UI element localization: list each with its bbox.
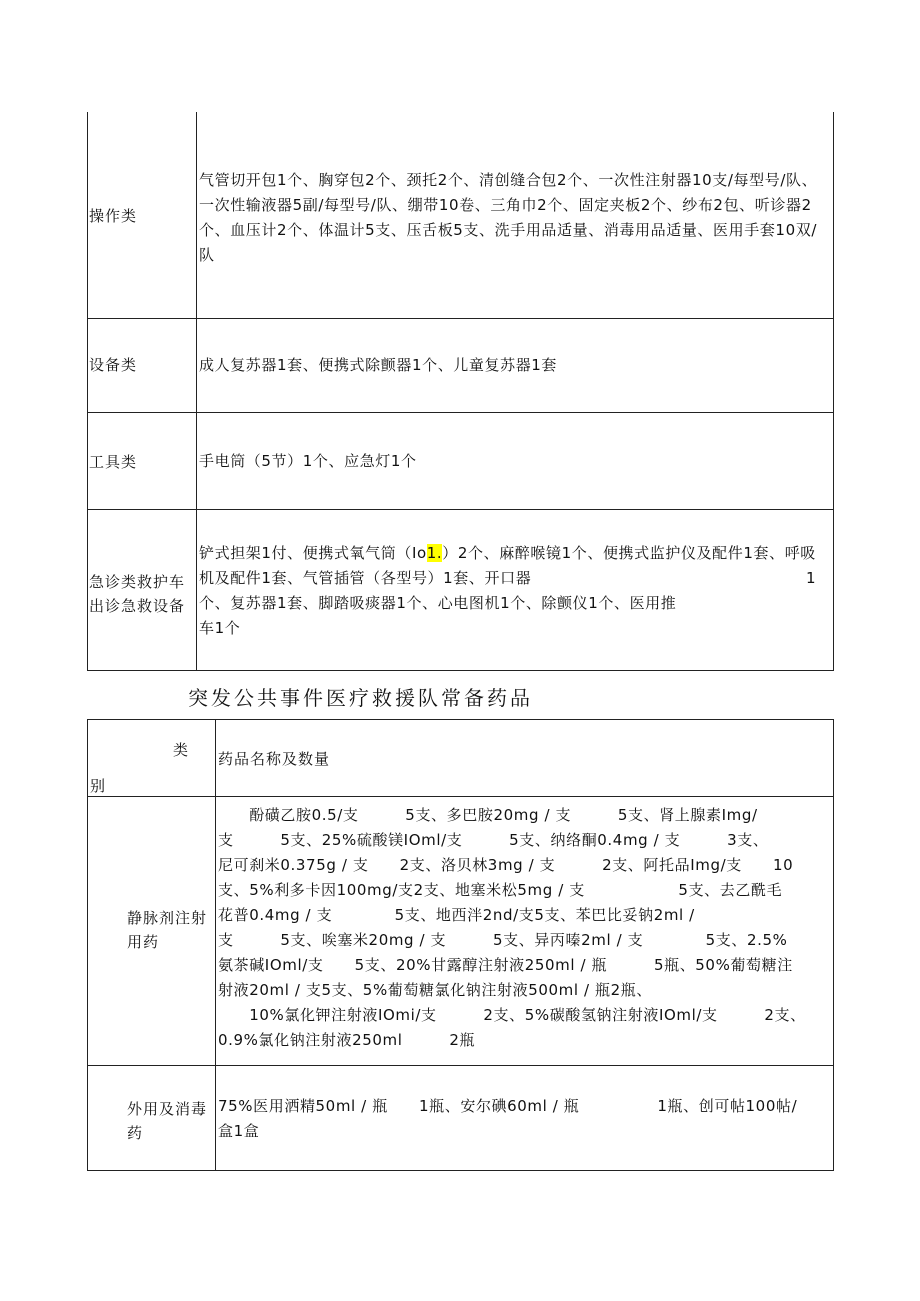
drug-line: 10%氯化钾注射液IOmi/支 2支、5%碳酸氢钠注射液IOml/支 2支、 xyxy=(218,1006,806,1024)
row-divider xyxy=(87,796,834,797)
drug-line: 75%医用洒精50ml / 瓶 1瓶、安尔碘60ml / 瓶 1瓶、创可帖100帖/ xyxy=(218,1097,798,1115)
header-category-bottom: 别 xyxy=(90,777,106,795)
table-border xyxy=(87,719,88,1171)
emergency-text-right-number: 1 xyxy=(806,569,816,587)
row-text-tools: 手电筒（5节）1个、应急灯1个 xyxy=(199,452,417,470)
emergency-text-line3: 个、复苏器1套、脚踏吸痰器1个、心电图机1个、除颤仪1个、医用推 xyxy=(199,594,677,612)
drug-line: 花普0.4mg / 支 5支、地西泮2nd/支5支、苯巴比妥钠2ml / xyxy=(218,906,695,924)
section-title: 突发公共事件医疗救援队常备药品 xyxy=(188,686,533,710)
row-divider xyxy=(87,412,834,413)
row-divider xyxy=(87,509,834,510)
drug-line: 射液20ml / 支5支、5%葡萄糖氯化钠注射液500ml / 瓶2瓶、 xyxy=(218,981,652,999)
drug-line: 氨茶碱IOml/支 5支、20%甘露醇注射液250ml / 瓶 5瓶、50%葡萄糖注 xyxy=(218,956,793,974)
row-label-emergency: 急诊类救护车出诊急救设备 xyxy=(89,573,186,615)
row-text-external xyxy=(218,1094,828,1144)
equipment-table xyxy=(87,112,834,671)
row-label-tools: 工具类 xyxy=(89,453,138,471)
table-divider xyxy=(215,719,216,1171)
table-border xyxy=(833,719,834,1171)
table-border xyxy=(87,719,834,720)
row-label-operation: 操作类 xyxy=(89,207,138,225)
table-border xyxy=(833,112,834,671)
row-divider xyxy=(87,1065,834,1066)
drug-line: 0.9%氯化钠注射液250ml 2瓶 xyxy=(218,1031,476,1049)
header-name-qty: 药品名称及数量 xyxy=(218,750,331,768)
emergency-text-part1: 铲式担架1付、便携式氧气筒（Io xyxy=(199,544,427,562)
emergency-text-part2: ）2个、麻醉喉镜1个、便携式监护仪及配件1套、呼吸机及配件1套、气管插管（各型号）1套、开口器 xyxy=(199,544,816,587)
row-divider xyxy=(87,318,834,319)
header-category-top: 类 xyxy=(173,741,189,759)
row-text-device: 成人复苏器1套、便携式除颤器1个、儿童复苏器1套 xyxy=(199,356,558,374)
row-text-operation: 气管切开包1个、胸穿包2个、颈托2个、清创缝合包2个、一次性注射器10支/每型号/队、一次性输液器5副/每型号/队、绷带10卷、三角巾2个、固定夹板2个、纱布2包、听诊器2个、血压计2个、体温计5支、压舌板5支、洗手用品适量、消毒用品适量、医用手套10双/队 xyxy=(199,171,818,264)
row-text-emergency xyxy=(199,541,829,591)
row-label-device: 设备类 xyxy=(89,356,138,374)
row-divider xyxy=(87,670,834,671)
row-text-injection xyxy=(218,803,828,1053)
highlighted-text: 1. xyxy=(426,544,443,562)
drug-line: 支 5支、唉塞米20mg / 支 5支、异丙嗪2ml / 支 5支、2.5% xyxy=(218,931,788,949)
drug-line: 支 5支、25%硫酸镁IOml/支 5支、纳络酮0.4mg / 支 3支、 xyxy=(218,831,769,849)
drug-line: 尼可刹米0.375g / 支 2支、洛贝林3mg / 支 2支、阿托品Img/支 10 xyxy=(218,856,794,874)
drug-table xyxy=(87,719,834,1171)
emergency-text-line4: 车1个 xyxy=(199,619,241,637)
row-label-external: 外用及消毒药 xyxy=(127,1100,208,1142)
drug-line: 盒1盒 xyxy=(218,1122,260,1140)
drug-line: 酚磺乙胺0.5/支 5支、多巴胺20mg / 支 5支、肾上腺素Img/ xyxy=(218,806,758,824)
row-label-injection: 静脉剂注射用药 xyxy=(127,909,208,951)
table-divider xyxy=(196,112,197,671)
drug-line: 支、5%利多卡因100mg/支2支、地塞米松5mg / 支 5支、去乙酰毛 xyxy=(218,881,783,899)
row-divider xyxy=(87,1170,834,1171)
table-border xyxy=(87,112,88,671)
